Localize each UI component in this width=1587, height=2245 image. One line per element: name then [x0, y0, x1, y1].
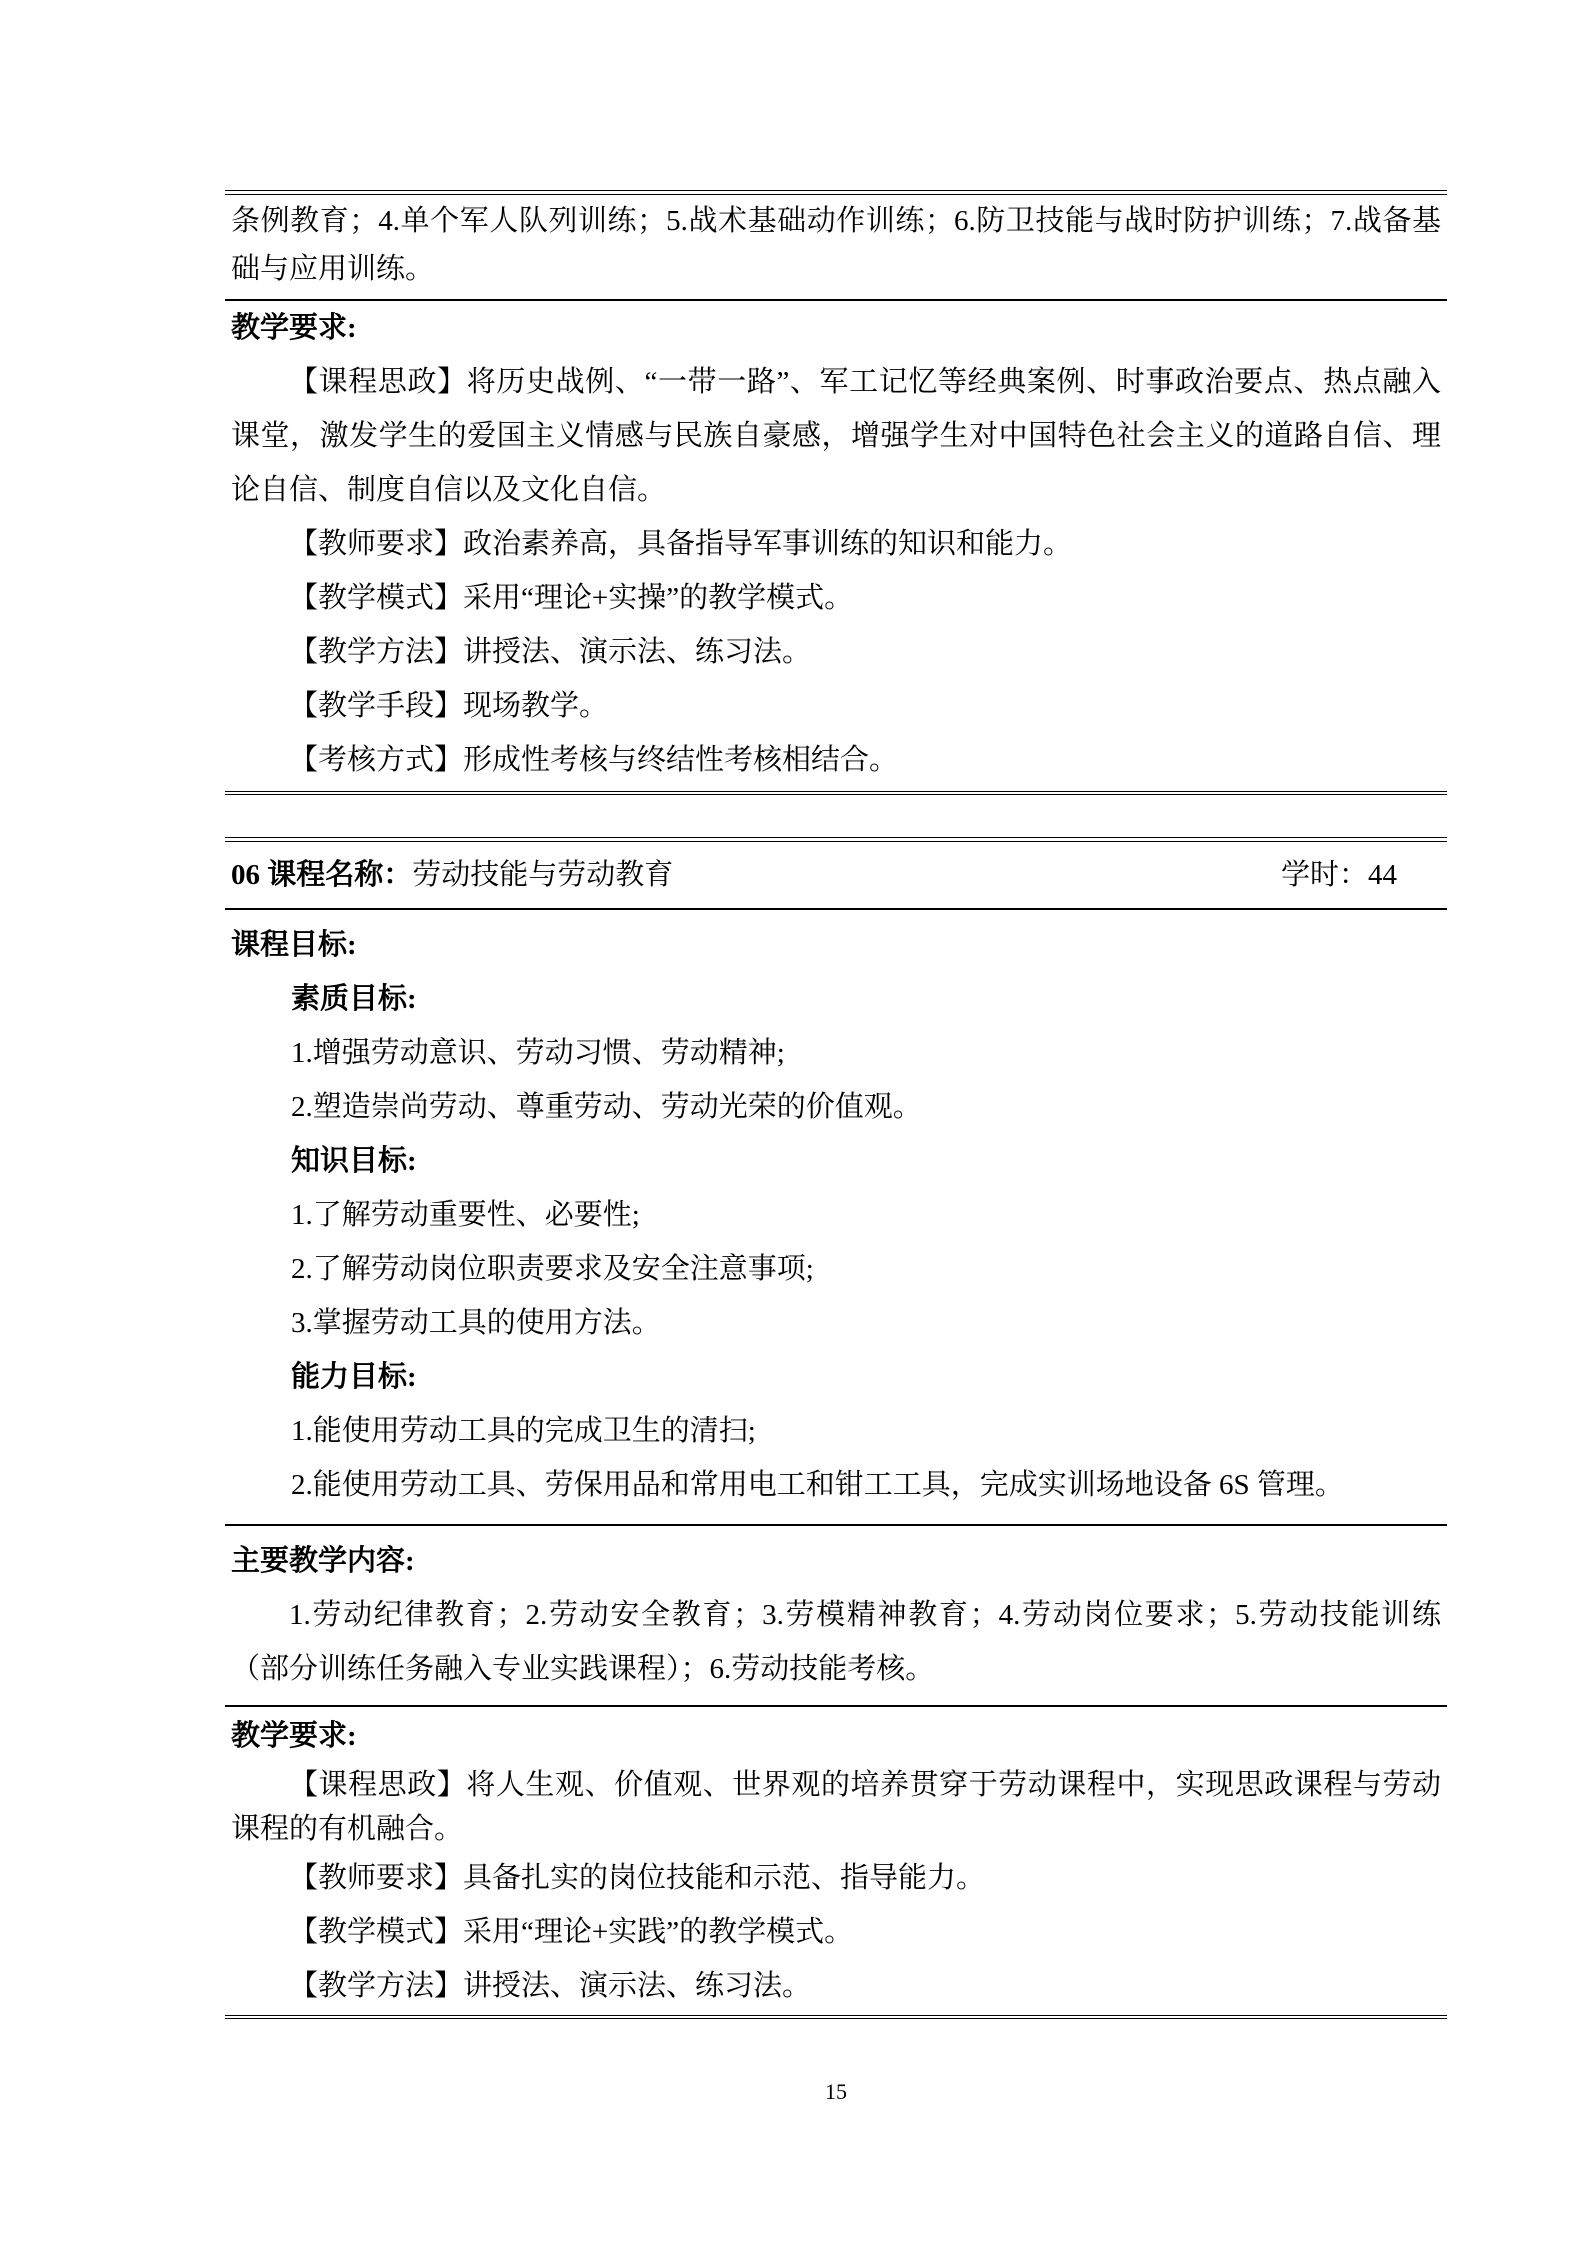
knowledge-objective-item: 2.了解劳动岗位职责要求及安全注意事项;: [291, 1252, 814, 1285]
heading-teaching-requirements-2: 教学要求:: [231, 1719, 357, 1752]
heading-knowledge-objectives: 知识目标:: [291, 1144, 417, 1177]
table2-row-course-objectives: [225, 910, 1447, 1524]
paragraph-course-ideology-1: 【课程思政】将历史战例、“一带一路”、军工记忆等经典案例、时事政治要点、热点融入课堂，激发学生的爱国主义情感与民族自豪感，增强学生对中国特色社会主义的道路自信、理论自信、制度自信以及文化自信。: [231, 365, 1441, 506]
table-gap: [225, 795, 1447, 837]
paragraph-teaching-means-1: 【教学手段】现场教学。: [289, 689, 609, 722]
hours-value: 44: [1368, 858, 1397, 891]
knowledge-objective-item: 1.了解劳动重要性、必要性;: [291, 1198, 640, 1231]
paragraph-teaching-mode-1: 【教学模式】采用“理论+实操”的教学模式。: [289, 581, 854, 614]
quality-objective-item: 2.塑造崇尚劳动、尊重劳动、劳动光荣的价值观。: [291, 1090, 922, 1123]
ability-objective-item: 2.能使用劳动工具、劳保用品和常用电工和钳工工具，完成实训场地设备 6S 管理。: [291, 1468, 1344, 1501]
paragraph-labor-content-items: 1.劳动纪律教育；2.劳动安全教育；3.劳模精神教育；4.劳动岗位要求；5.劳动技能训练（部分训练任务融入专业实践课程）；6.劳动技能考核。: [231, 1598, 1441, 1685]
paragraph-teaching-method-1: 【教学方法】讲授法、演示法、练习法。: [289, 635, 812, 668]
paragraph-teaching-method-2: 【教学方法】讲授法、演示法、练习法。: [289, 1969, 812, 2002]
paragraph-teacher-requirement-2: 【教师要求】具备扎实的岗位技能和示范、指导能力。: [289, 1861, 986, 1894]
course-number-label: 06 课程名称：: [231, 858, 413, 891]
heading-quality-objectives: 素质目标:: [291, 982, 417, 1015]
ability-objective-item: 1.能使用劳动工具的完成卫生的清扫;: [291, 1414, 756, 1447]
table2-row-teaching-requirements: [225, 1707, 1447, 2015]
table-course-06: [225, 837, 1447, 2019]
paragraph-course-ideology-2: 【课程思政】将人生观、价值观、世界观的培养贯穿于劳动课程中，实现思政课程与劳动课程的有机融合。: [231, 1768, 1441, 1845]
table-course-05: [225, 190, 1447, 795]
table1-row-teaching-requirements: [225, 301, 1447, 791]
course-name: 劳动技能与劳动教育: [412, 858, 674, 891]
heading-main-teaching-content: 主要教学内容:: [231, 1544, 415, 1577]
heading-ability-objectives: 能力目标:: [291, 1360, 417, 1393]
hours-label: 学时：: [1280, 858, 1368, 891]
knowledge-objective-item: 3.掌握劳动工具的使用方法。: [291, 1306, 661, 1339]
paragraph-military-training-items: 条例教育；4.单个军人队列训练；5.战术基础动作训练；6.防卫技能与战时防护训练；7.战备基础与应用训练。: [231, 204, 1441, 285]
table2-row-main-content: [225, 1526, 1447, 1705]
page-content: [225, 190, 1447, 2103]
quality-objective-item: 1.增强劳动意识、劳动习惯、劳动精神;: [291, 1036, 785, 1069]
course-title: [231, 848, 673, 902]
course-hours: [1281, 848, 1397, 902]
paragraph-assessment-method-1: 【考核方式】形成性考核与终结性考核相结合。: [289, 743, 899, 776]
heading-teaching-requirements-1: 教学要求:: [231, 311, 357, 344]
paragraph-teacher-requirement-1: 【教师要求】政治素养高，具备指导军事训练的知识和能力。: [289, 527, 1073, 560]
table2-row-course-header: [225, 842, 1447, 908]
table2-bottom-double-rule: [225, 2015, 1447, 2020]
table1-row-main-content-continued: [225, 195, 1447, 299]
paragraph-teaching-mode-2: 【教学模式】采用“理论+实践”的教学模式。: [289, 1915, 854, 1948]
page-number: 15: [825, 2079, 847, 2104]
heading-course-objectives: 课程目标:: [231, 928, 357, 961]
